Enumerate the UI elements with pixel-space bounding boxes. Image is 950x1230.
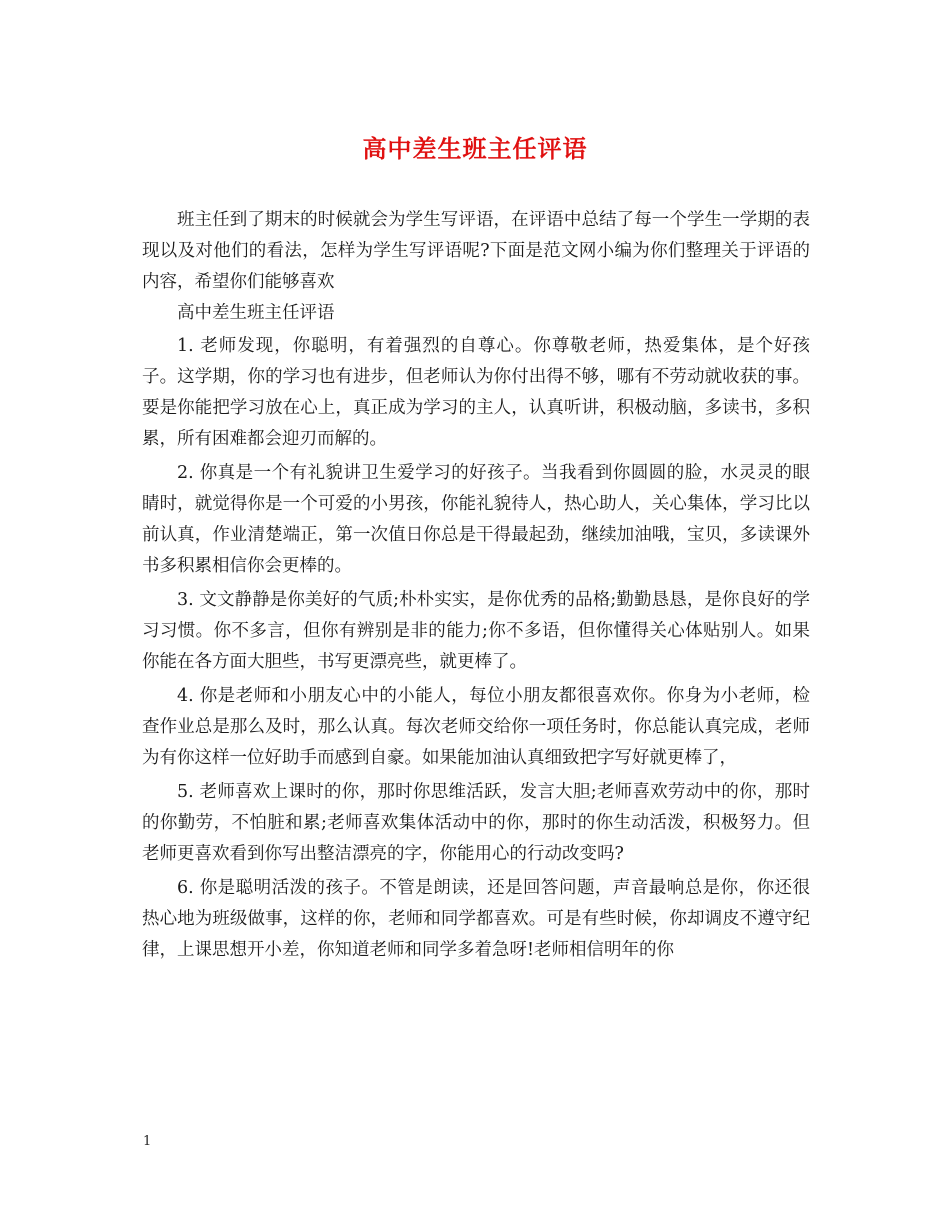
comment-item-6: 6. 你是聪明活泼的孩子。不管是朗读，还是回答问题，声音最响总是你，你还很热心地为班级做事，这样的你，老师和同学都喜欢。可是有些时候，你却调皮不遵守纪律，上课思想开小差，你知道老师和同学多着急呀!老师相信明年的你 [142,878,810,960]
comment-item-1: 1. 老师发现，你聪明，有着强烈的自尊心。你尊敬老师，热爱集体，是个好孩子。这学期，你的学习也有进步，但老师认为你付出得不够，哪有不劳动就收获的事。要是你能把学习放在心上，真正成为学习的主人，认真听讲，积极动脑，多读书，多积累，所有困难都会迎刃而解的。 [142,336,810,449]
intro-paragraph: 班主任到了期末的时候就会为学生写评语，在评语中总结了每一个学生一学期的表现以及对他们的看法，怎样为学生写评语呢?下面是范文网小编为你们整理关于评语的内容，希望你们能够喜欢 [142,210,810,292]
section-subheading: 高中差生班主任评语 [177,303,335,323]
comment-item-3: 3. 文文静静是你美好的气质;朴朴实实，是你优秀的品格;勤勤恳恳，是你良好的学习习惯。你不多言，但你有辨别是非的能力;你不多语，但你懂得关心体贴别人。如果你能在各方面大胆些，书写更漂亮些，就更棒了。 [142,590,810,672]
page-number: 1 [143,1134,152,1149]
comment-item-4: 4. 你是老师和小朋友心中的小能人，每位小朋友都很喜欢你。你身为小老师，检查作业总是那么及时，那么认真。每次老师交给你一项任务时，你总能认真完成，老师为有你这样一位好助手而感到自豪。如果能加油认真细致把字写好就更棒了， [142,686,810,768]
comment-item-5: 5. 老师喜欢上课时的你，那时你思维活跃，发言大胆;老师喜欢劳动中的你，那时的你勤劳，不怕脏和累;老师喜欢集体活动中的你，那时的你生动活泼，积极努力。但老师更喜欢看到你写出整洁漂亮的字，你能用心的行动改变吗? [142,782,810,864]
document-title: 高中差生班主任评语 [362,134,588,163]
comment-item-2: 2. 你真是一个有礼貌讲卫生爱学习的好孩子。当我看到你圆圆的脸，水灵灵的眼睛时，就觉得你是一个可爱的小男孩，你能礼貌待人，热心助人，关心集体，学习比以前认真，作业清楚端正，第一次值日你总是干得最起劲，继续加油哦，宝贝，多读课外书多积累相信你会更棒的。 [142,463,810,576]
document-body [142,205,810,969]
